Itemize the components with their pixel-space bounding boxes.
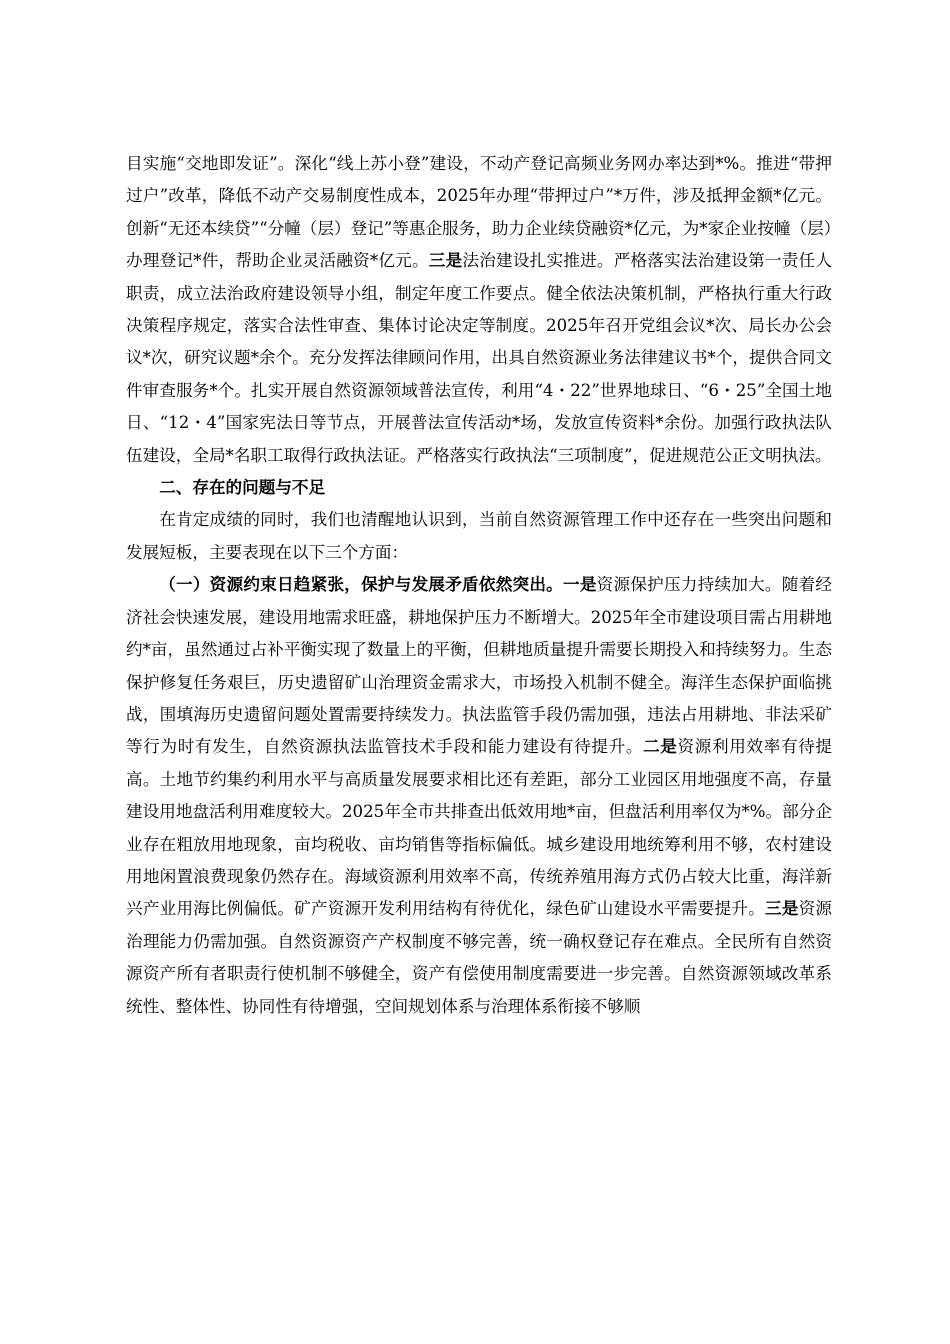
bold-marker-one: 一是: [563, 575, 597, 595]
bold-marker-three: 三是: [764, 899, 799, 919]
bold-marker-two: 二是: [643, 737, 678, 757]
paragraph-text: 资源治理能力仍需加强。自然资源资产产权制度不够完善，统一确权登记存在难点。全民所有自然资源资产所有者职责行使机制不够健全，资产有偿使用制度需要进一步完善。自然资源领域改革系统性、整体性、协同性有待增强，空间规划体系与治理体系衔接不够顺: [126, 899, 833, 1016]
paragraph-text: 法治建设扎实推进。严格落实法治建设第一责任人职责，成立法治政府建设领导小组，制定年度工作要点。健全依法决策机制，严格执行重大行政决策程序规定，落实合法性审查、集体讨论决定等制度。2025年召开党组会议*次、局长办公会议*次，研究议题*余个。充分发挥法律顾问作用，出具自然资源业务法律建议书*个，提供合同文件审查服务*个。扎实开展自然资源领域普法宣传，利用“4・22”世界地球日、“6・25”全国土地日、“12・4”国家宪法日等节点，开展普法宣传活动*场，发放宣传资料*余份。加强行政执法队伍建设，全局*名职工取得行政执法证。严格落实行政执法“三项制度”，促进规范公正文明执法。: [126, 251, 833, 465]
subsection-heading: （一）资源约束日趋紧张，保护与发展矛盾依然突出。: [159, 575, 564, 595]
section-heading: 二、存在的问题与不足: [159, 478, 326, 498]
intro-paragraph: 在肯定成绩的同时，我们也清醒地认识到，当前自然资源管理工作中还存在一些突出问题和发展短板，主要表现在以下三个方面：: [126, 510, 832, 562]
document-body: [126, 148, 832, 1023]
paragraph-continuation: [126, 148, 832, 472]
subsection-paragraph: [126, 569, 832, 1023]
paragraph-text: 资源保护压力持续加大。随着经济社会快速发展，建设用地需求旺盛，耕地保护压力不断增大。2025年全市建设项目需占用耕地约*亩，虽然通过占补平衡实现了数量上的平衡，但耕地质量提升需要长期投入和持续努力。生态保护修复任务艰巨，历史遗留矿山治理资金需求大，市场投入机制不健全。海洋生态保护面临挑战，围填海历史遗留问题处置需要持续发力。执法监管手段仍需加强，违法占用耕地、非法采矿等行为时有发生，自然资源执法监管技术手段和能力建设有待提升。: [126, 575, 833, 757]
paragraph-text: 资源利用效率有待提高。土地节约集约利用水平与高质量发展要求相比还有差距，部分工业园区用地强度不高，存量建设用地盘活利用难度较大。2025年全市共排查出低效用地*亩，但盘活利用率仅为*%。部分企业存在粗放用地现象，亩均税收、亩均销售等指标偏低。城乡建设用地统筹利用不够，农村建设用地闲置浪费现象仍然存在。海域资源利用效率不高，传统养殖用海方式仍占较大比重，海洋新兴产业用海比例偏低。矿产资源开发利用结构有待优化，绿色矿山建设水平需要提升。: [126, 737, 833, 919]
bold-marker-three: 三是: [428, 251, 463, 271]
paragraph-text: 目实施“交地即发证”。深化“线上苏小登”建设，不动产登记高频业务网办率达到*%。推进“带押过户”改革，降低不动产交易制度性成本，2025年办理“带押过户”*万件，涉及抵押金额*亿元。创新“无还本续贷”“分幢（层）登记”等惠企服务，助力企业续贷融资*亿元，为*家企业按幢（层）办理登记*件，帮助企业灵活融资*亿元。: [126, 154, 832, 271]
